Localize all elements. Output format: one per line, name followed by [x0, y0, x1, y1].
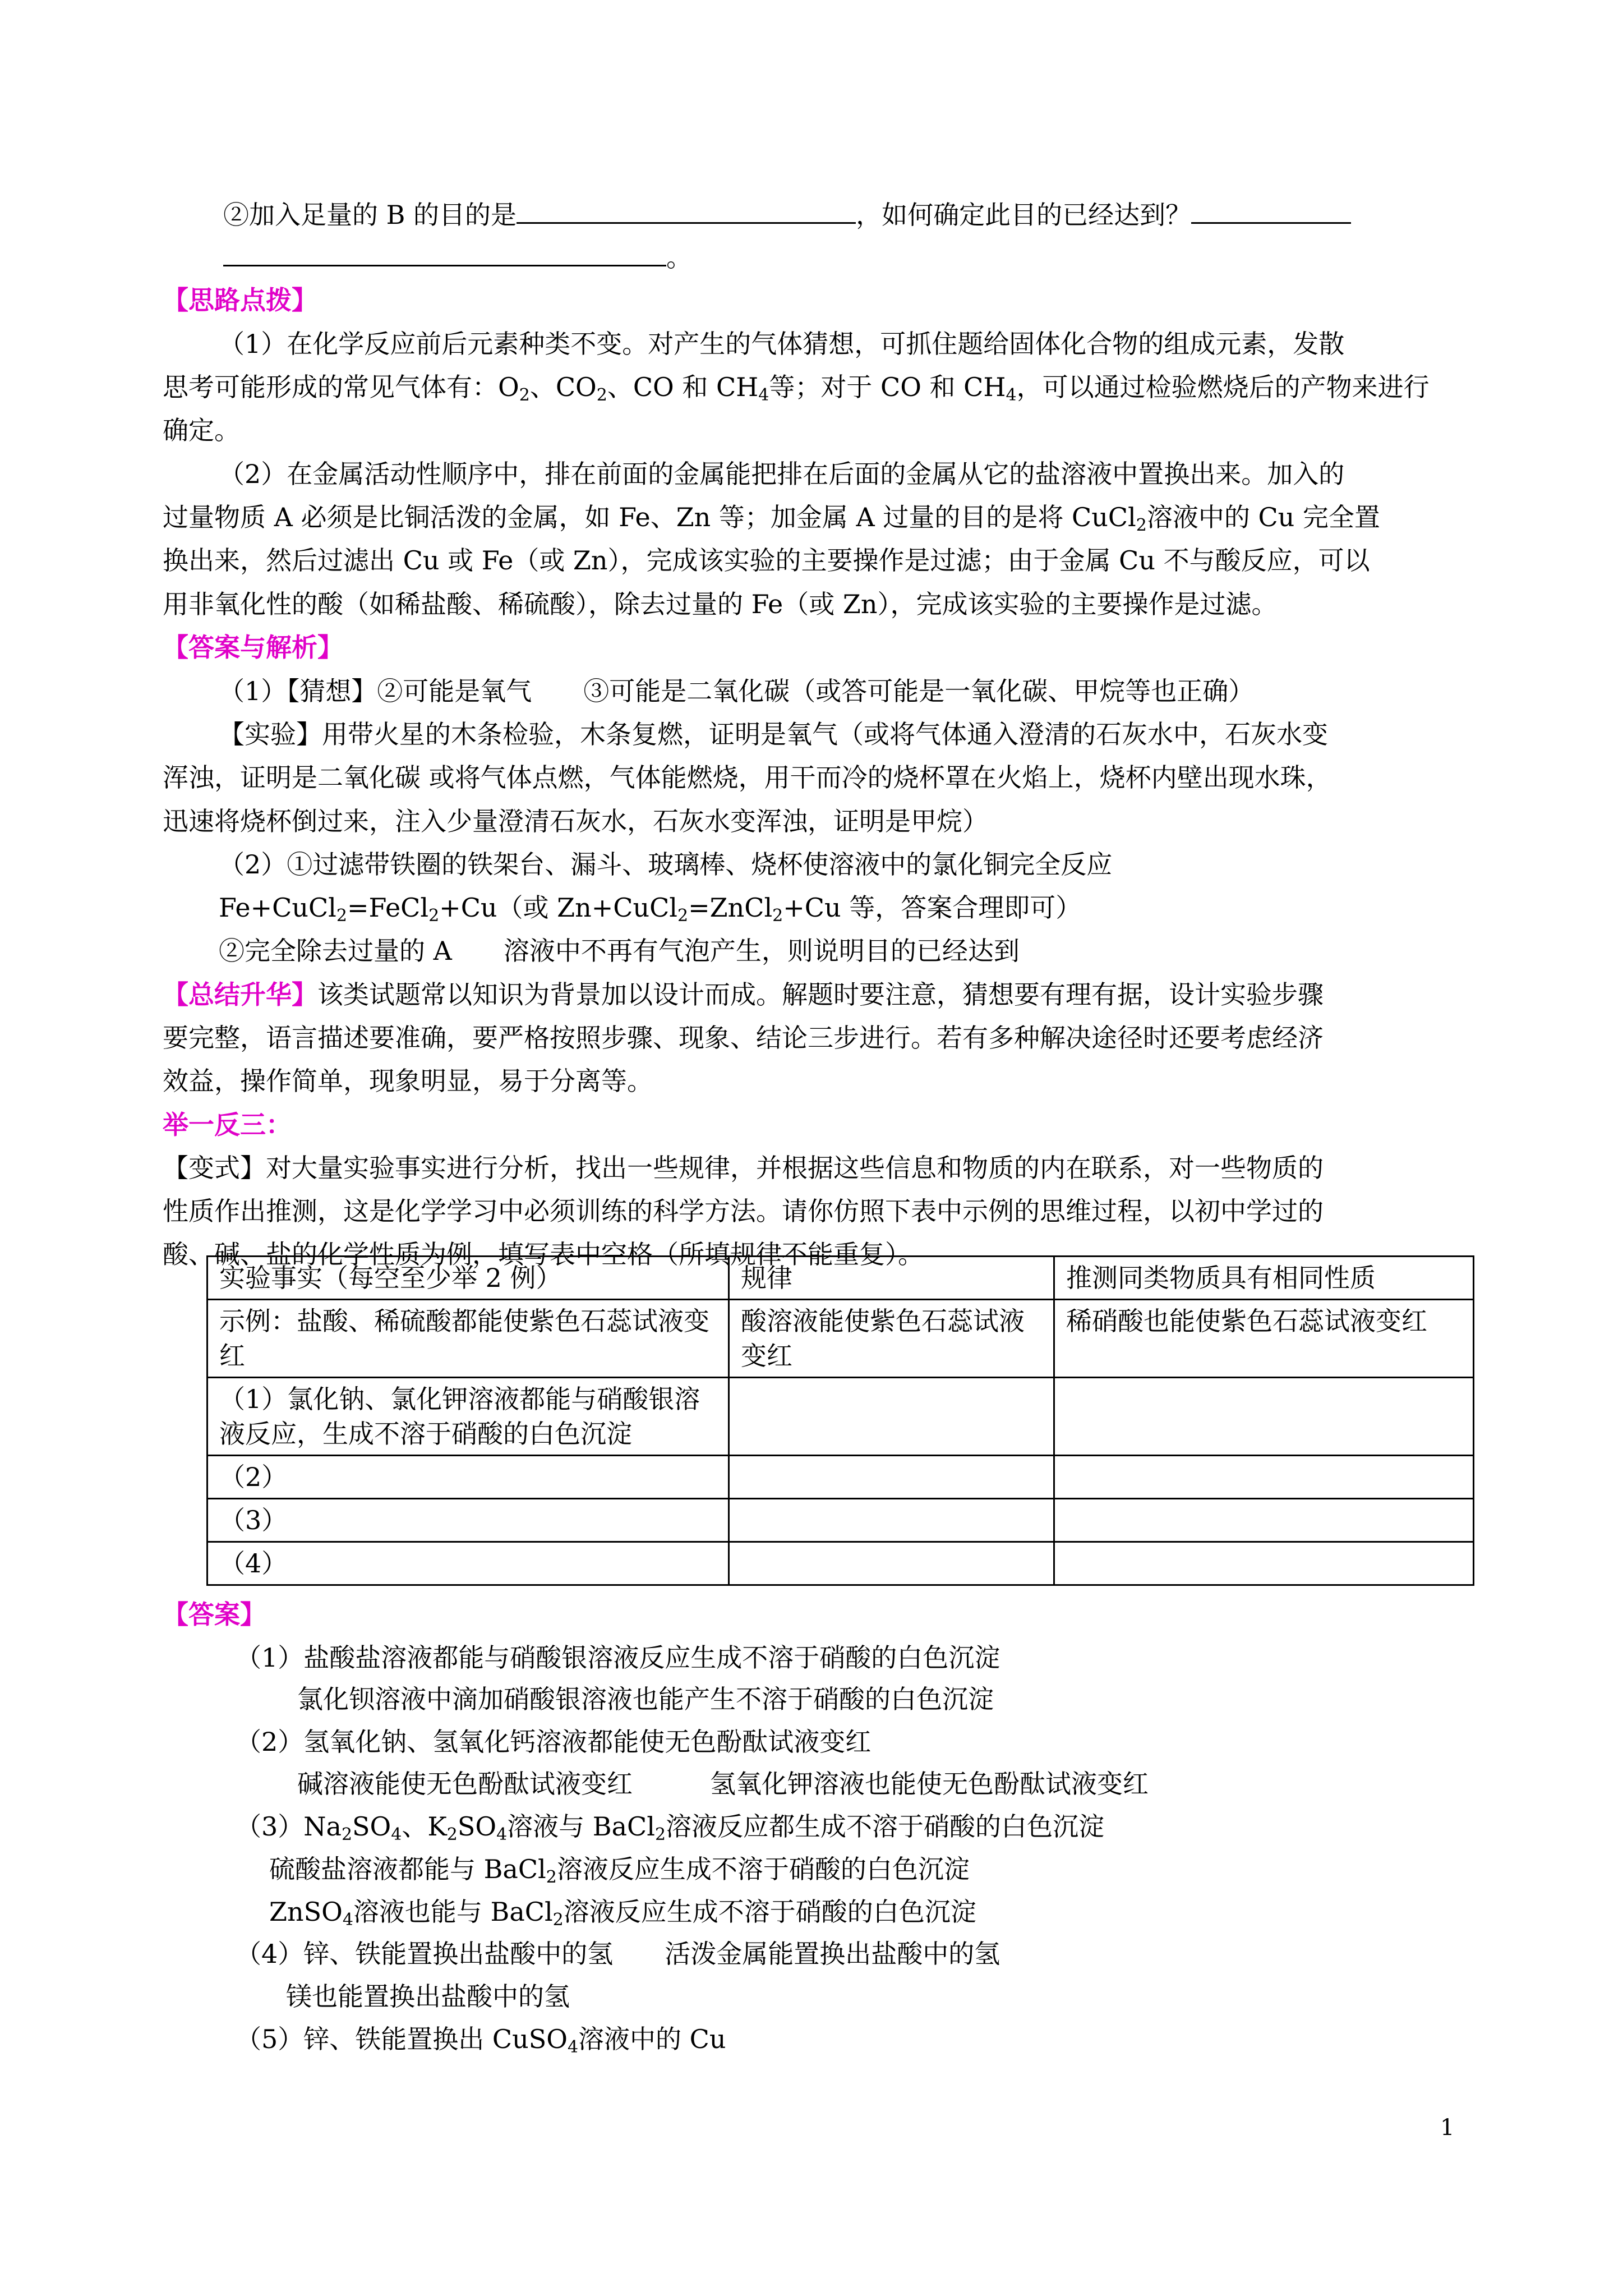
table-row — [208, 1378, 1474, 1456]
answer2-line: ZnSO$_4$溶液也能与 BaCl$_2$溶液反应生成不溶于硝酸的白色沉淀 — [269, 1897, 976, 1930]
table-header: 规律 — [729, 1257, 1054, 1300]
table-cell-empty[interactable] — [729, 1499, 1054, 1542]
hint-paragraph-2: 用非氧化性的酸（如稀盐酸、稀硫酸），除去过量的 Fe（或 Zn），完成该实验的主要操作是过滤。 — [163, 589, 1278, 619]
answer-line: 迅速将烧杯倒过来，注入少量澄清石灰水，石灰水变浑浊，证明是甲烷） — [163, 806, 988, 836]
hint-paragraph-1: 思考可能形成的常见气体有：$O_2$、$CO_2$、CO 和 $CH_4$等；对于 CO 和 $CH_4$，可以通过检验燃烧后的产物来进行 — [163, 372, 1430, 405]
summary-paragraph: 要完整，语言描述要准确，要严格按照步骤、现象、结论三步进行。若有多种解决途径时还要考虑经济 — [163, 1023, 1324, 1053]
hint-heading: 【思路点拨】 — [163, 285, 317, 315]
properties-table — [206, 1255, 1474, 1586]
answer-line: ②完全除去过量的 A 溶液中不再有气泡产生，则说明目的已经达到 — [219, 936, 1020, 966]
table-header: 推测同类物质具有相同性质 — [1054, 1257, 1474, 1300]
question-2-line — [223, 197, 1351, 232]
hint-paragraph-1: 确定。 — [163, 415, 240, 445]
table-cell-empty[interactable] — [1054, 1542, 1474, 1585]
table-row — [208, 1542, 1474, 1585]
answer2-line: $(3)Na_2SO_4$、$K_2SO_4$溶液与 BaCl$_2$溶液反应都生成不溶于硝酸的白色沉淀 — [236, 1811, 1105, 1844]
answer2-line: 氯化钡溶液中滴加硝酸银溶液也能产生不溶于硝酸的白色沉淀 — [297, 1684, 994, 1714]
hint-paragraph-2: 换出来，然后过滤出 Cu 或 Fe（或 Zn），完成该实验的主要操作是过滤；由于金属 Cu 不与酸反应，可以 — [163, 545, 1370, 576]
answer2-line: （1）盐酸盐溶液都能与硝酸银溶液反应生成不溶于硝酸的白色沉淀 — [236, 1642, 1000, 1673]
variant-paragraph: 【变式】对大量实验事实进行分析，找出一些规律，并根据这些信息和物质的内在联系，对一些物质的 — [163, 1153, 1324, 1183]
table-cell-empty[interactable] — [729, 1542, 1054, 1585]
hint-paragraph-2: （2）在金属活动性顺序中，排在前面的金属能把排在后面的金属从它的盐溶液中置换出来。加入的 — [219, 459, 1345, 489]
table-header-row — [208, 1257, 1474, 1300]
table-header: 实验事实（每空至少举 2 例） — [208, 1257, 729, 1300]
table-cell: （1）氯化钠、氯化钾溶液都能与硝酸银溶液反应，生成不溶于硝酸的白色沉淀 — [208, 1378, 729, 1456]
q2-question: ，如何确定此目的已经达到？ — [856, 200, 1192, 230]
table-cell-empty[interactable] — [1054, 1378, 1474, 1456]
answer2-line: 镁也能置换出盐酸中的氢 — [286, 1981, 570, 2012]
practice-heading: 举一反三： — [163, 1110, 292, 1140]
table-cell-empty[interactable] — [1054, 1456, 1474, 1499]
table-row — [208, 1456, 1474, 1499]
summary-paragraph: 【总结升华】该类试题常以知识为背景加以设计而成。解题时要注意，猜想要有理有据，设计实验步骤 — [163, 979, 1324, 1010]
table-row — [208, 1499, 1474, 1542]
table-cell: 示例：盐酸、稀硫酸都能使紫色石蕊试液变红 — [208, 1300, 729, 1378]
variant-paragraph: 性质作出推测，这是化学学习中必须训练的科学方法。请你仿照下表中示例的思维过程，以初中学过的 — [163, 1196, 1324, 1226]
answer-heading: 【答案与解析】 — [163, 632, 343, 662]
answer-line: （1）【猜想】②可能是氧气 ③可能是二氧化碳（或答可能是一氧化碳、甲烷等也正确） — [219, 676, 1255, 706]
table-row — [208, 1300, 1474, 1378]
answer2-line: （4）锌、铁能置换出盐酸中的氢 活泼金属能置换出盐酸中的氢 — [236, 1939, 1000, 1969]
answer2-line: 碱溶液能使无色酚酞试液变红 氢氧化钾溶液也能使无色酚酞试液变红 — [297, 1769, 1149, 1799]
table-cell: （3） — [208, 1499, 729, 1542]
answer2-line: （5）锌、铁能置换出 CuSO$_4$溶液中的 Cu — [236, 2024, 726, 2057]
table-cell-empty[interactable] — [729, 1378, 1054, 1456]
page-number: 1 — [1440, 2115, 1455, 2141]
answer-blank-3[interactable] — [223, 240, 666, 266]
table-cell: （4） — [208, 1542, 729, 1585]
answer2-heading: 【答案】 — [163, 1599, 266, 1630]
answer2-line: 硫酸盐溶液都能与 BaCl$_2$溶液反应生成不溶于硝酸的白色沉淀 — [269, 1854, 970, 1887]
summary-paragraph: 效益，操作简单，现象明显，易于分离等。 — [163, 1066, 653, 1096]
table-cell: 酸溶液能使紫色石蕊试液变红 — [729, 1300, 1054, 1378]
table-cell-empty[interactable] — [729, 1456, 1054, 1499]
table-cell: 稀硝酸也能使紫色石蕊试液变红 — [1054, 1300, 1474, 1378]
answer2-line: （2）氢氧化钠、氢氧化钙溶液都能使无色酚酞试液变红 — [236, 1727, 872, 1757]
q2-text: ②加入足量的 B 的目的是 — [223, 200, 517, 230]
question-2-line-2: 。 — [223, 240, 692, 274]
table-cell-empty[interactable] — [1054, 1499, 1474, 1542]
hint-paragraph-2: 过量物质 A 必须是比铜活泼的金属，如 Fe、Zn 等；加金属 A 过量的目的是将 CuCl$_2$溶液中的 Cu 完全置 — [163, 502, 1380, 535]
variant-paragraph: 酸、碱、盐的化学性质为例，填写表中空格（所填规律不能重复）。 — [163, 1239, 924, 1269]
answer-line: 浑浊，证明是二氧化碳 或将气体点燃，气体能燃烧，用干而冷的烧杯罩在火焰上，烧杯内壁出现水珠， — [163, 762, 1332, 793]
summary-heading: 【总结升华】 — [163, 979, 317, 1010]
hint-paragraph-1: （1）在化学反应前后元素种类不变。对产生的气体猜想，可抓住题给固体化合物的组成元素，发散 — [219, 329, 1345, 359]
answer-line: （2）①过滤带铁圈的铁架台、漏斗、玻璃棒、烧杯使溶液中的氯化铜完全反应 — [219, 849, 1113, 880]
answer-blank-1[interactable] — [517, 197, 856, 224]
answer-line: 【实验】用带火星的木条检验，木条复燃，证明是氧气（或将气体通入澄清的石灰水中，石灰水变 — [219, 719, 1328, 749]
table-cell: （2） — [208, 1456, 729, 1499]
answer-blank-2[interactable] — [1191, 197, 1351, 224]
equation-line: Fe+CuCl$_2$=FeCl$_2$+Cu（或 Zn+CuCl$_2$=ZnCl$_2$+Cu 等，答案合理即可） — [219, 892, 1082, 926]
